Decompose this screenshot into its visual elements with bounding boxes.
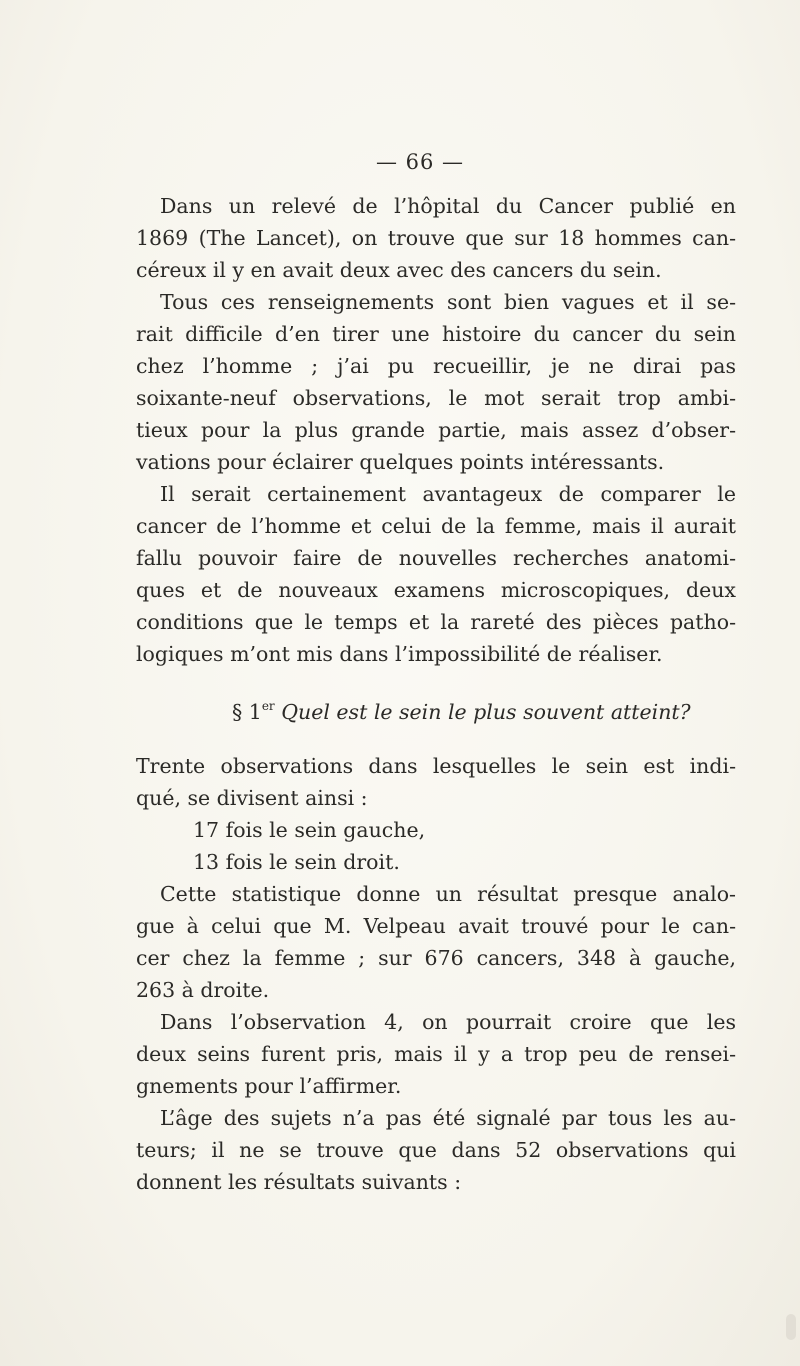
text-line: fallu pouvoir faire de nouvelles recherches anatomi- [136,546,736,570]
page-number: — 66 — [375,150,465,174]
text-line: céreux il y en avait deux avec des cancers du sein. [136,258,662,282]
text-line: gnements pour l’affirmer. [136,1074,402,1098]
section-ordinal: er [261,699,275,713]
text-line: soixante-neuf observations, le mot serait trop ambi- [136,386,736,410]
text-line: L’âge des sujets n’a pas été signalé par tous les au- [160,1106,736,1130]
text-line: Cette statistique donne un résultat presque analo- [160,882,736,906]
text-line: conditions que le temps et la rareté des pièces patho- [136,610,736,634]
paper-blemish [786,1314,796,1340]
text-line: cer chez la femme ; sur 676 cancers, 348 à gauche, [136,946,736,970]
text-line: donnent les résultats suivants : [136,1170,462,1194]
text-line: Trente observations dans lesquelles le sein est indi- [136,754,736,778]
text-line: logiques m’ont mis dans l’impossibilité de réaliser. [136,642,663,666]
stat-line: 17 fois le sein gauche, [193,818,426,842]
text-line: tieux pour la plus grande partie, mais assez d’obser- [136,418,736,442]
text-line: gue à celui que M. Velpeau avait trouvé pour le can- [136,914,736,938]
text-line: Dans un relevé de l’hôpital du Cancer publié en [160,194,736,218]
text-line: deux seins furent pris, mais il y a trop peu de rensei- [136,1042,736,1066]
text-line: qué, se divisent ainsi : [136,786,368,810]
text-line: Dans l’observation 4, on pourrait croire que les [160,1010,736,1034]
text-line: teurs; il ne se trouve que dans 52 observations qui [136,1138,736,1162]
text-line: 263 à droite. [136,978,270,1002]
section-number: 1 [248,700,262,724]
text-line: 1869 (The Lancet), on trouve que sur 18 hommes can- [136,226,736,250]
text-line: Il serait certainement avantageux de comparer le [160,482,736,506]
text-line: chez l’homme ; j’ai pu recueillir, je ne dirai pas [136,354,736,378]
text-line: cancer de l’homme et celui de la femme, mais il aurait [136,514,736,538]
text-line: rait difficile d’en tirer une histoire du cancer du sein [136,322,736,346]
text-line: ques et de nouveaux examens microscopiques, deux [136,578,736,602]
stat-line: 13 fois le sein droit. [193,850,400,874]
section-title: Quel est le sein le plus souvent atteint? [281,700,691,724]
section-symbol: § [232,700,243,724]
section-heading [232,690,736,722]
text-line: vations pour éclairer quelques points intéressants. [136,450,665,474]
text-line: Tous ces renseignements sont bien vagues et il se- [160,290,736,314]
